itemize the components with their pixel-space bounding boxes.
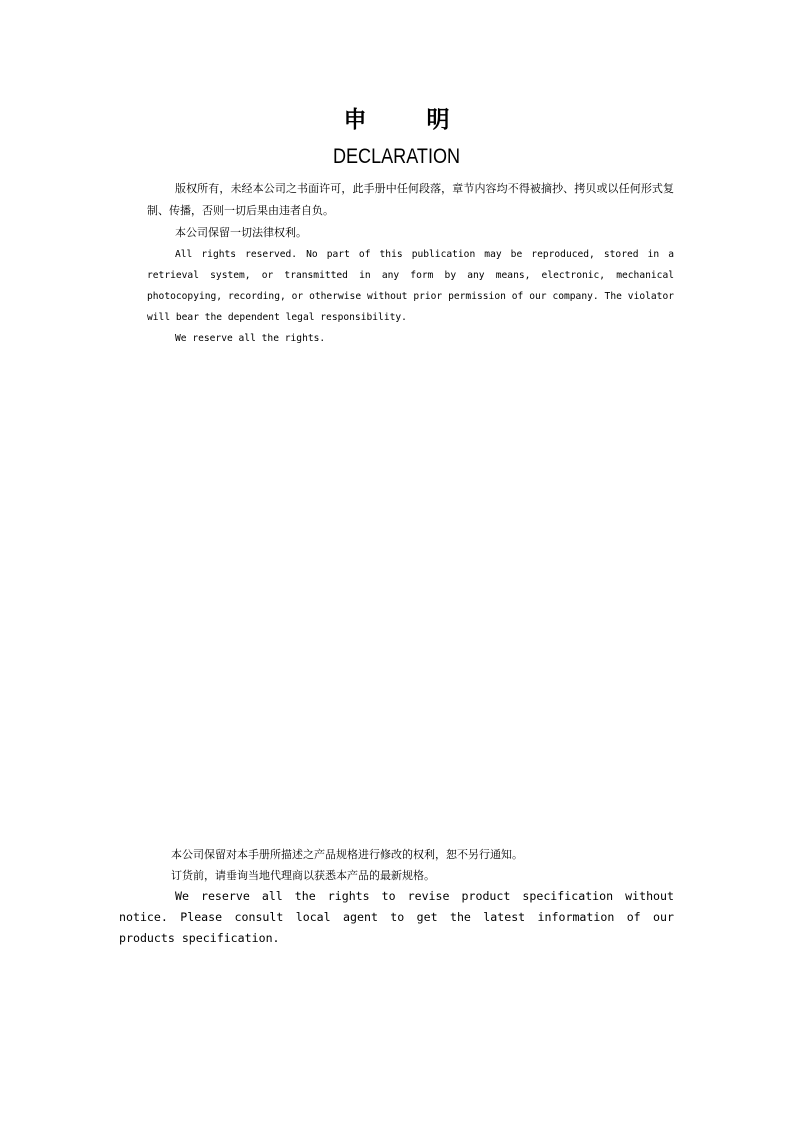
page-title-english: DECLARATION [332,145,461,168]
spec-revision-paragraph-cn: 本公司保留对本手册所描述之产品规格进行修改的权利，恕不另行通知。 [171,848,523,861]
specification-notice [119,844,674,949]
rights-paragraph-cn: 本公司保留一切法律权利。 [175,226,307,239]
copyright-paragraph-en: All rights reserved. No part of this publication may be reproduced, stored in a retrieval system, or transmitted in any form by any means, electronic, mechanical photocopying, recording, or otherwise without prior permission of our company. The violator will bear the dependent legal responsibility. [147,249,674,323]
spec-revision-paragraph-en: We reserve all the rights to revise product specification without notice. Please consult local agent to get the latest information of our products specification. [119,889,674,945]
rights-paragraph-en: We reserve all the rights. [175,333,326,344]
ordering-paragraph-cn: 订货前，请垂询当地代理商以获悉本产品的最新规格。 [171,869,435,882]
page-title-chinese: 申 明 [343,107,476,133]
copyright-notice [147,178,674,349]
copyright-paragraph-cn: 版权所有，未经本公司之书面许可，此手册中任何段落，章节内容均不得被摘抄、拷贝或以任何形式复制、传播，否则一切后果由违者自负。 [147,182,674,217]
